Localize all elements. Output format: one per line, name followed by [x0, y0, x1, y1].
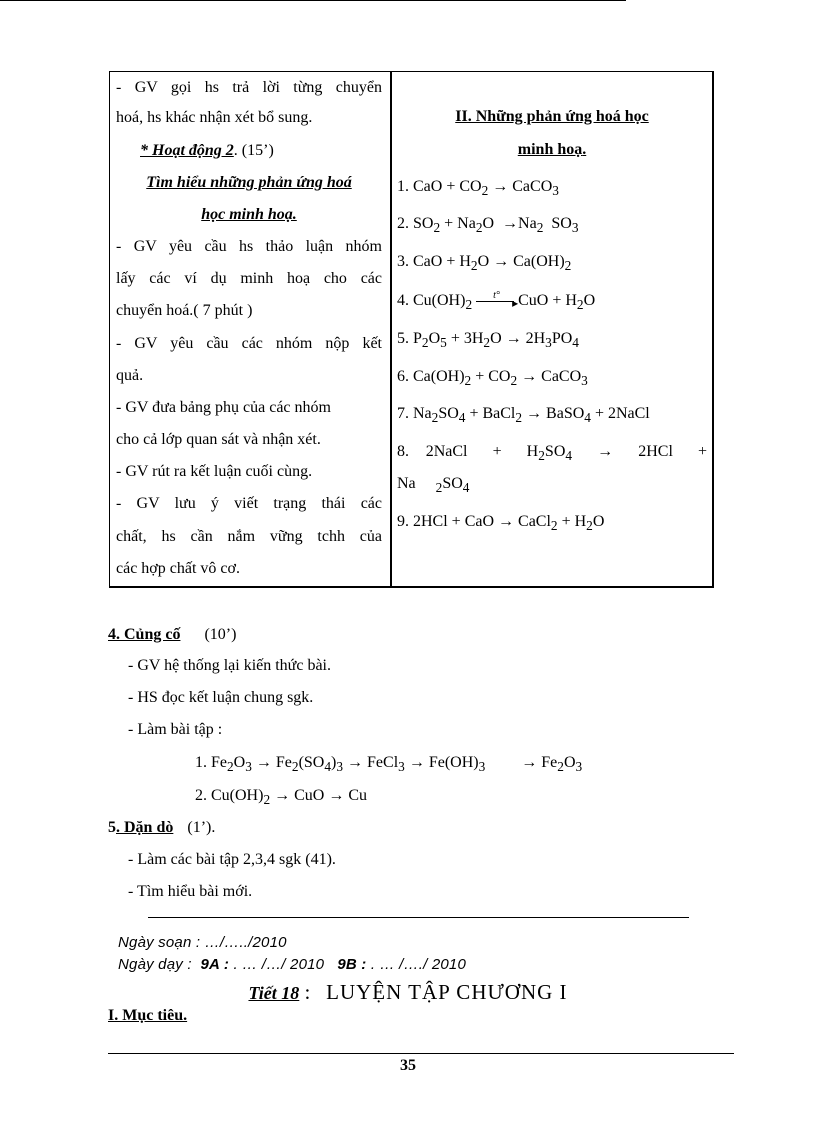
period-title: LUYỆN TẬP CHƯƠNG I — [326, 980, 568, 1004]
homework-number: 5 — [108, 819, 116, 836]
consolidation-item: - GV hệ thống lại kiến thức bài. — [128, 657, 331, 674]
left-line: - GV đưa bảng phụ của các nhóm — [116, 399, 331, 416]
lesson-title — [0, 980, 816, 1005]
section-heading: học minh hoạ. — [201, 206, 297, 223]
activity-time: . (15’) — [233, 142, 274, 159]
class-b-date: . … /…./ 2010 — [370, 956, 466, 973]
exercise-1: 1. $Fe_2O_3 \to Fe_2(SO_4)_3$ → FeCl$_3$ → $Fe(OH)_3$ → $Fe_2O_3$ — [195, 754, 583, 775]
left-line: cho cả lớp quan sát và nhận xét. — [116, 431, 321, 448]
reaction-7: 7. $Na_2SO_4$ + BaCl$_2$ → BaSO$_4$ + 2NaCl — [397, 405, 650, 426]
section-heading: Tìm hiểu những phản ứng hoá — [146, 174, 352, 191]
consolidation-time: (10’) — [204, 626, 237, 643]
reactions-heading-2 — [393, 141, 711, 159]
reaction-5: 5. $P_2O_5 + 3H_2O \to 2H_3PO_4$ — [397, 330, 579, 351]
objectives-heading: I. Mục tiêu. — [108, 1007, 188, 1024]
left-line: - GV yêu cầu hs thảo luận nhóm — [116, 238, 382, 255]
reaction-1: 1. CaO + $CO_2$ → CaCO$_3$ — [397, 178, 559, 199]
reaction-4: 4. $Cu(OH)_2$ ▸ t° CuO + $H_2O$ — [397, 290, 596, 313]
teaching-date-label: Ngày dạy : — [118, 956, 192, 973]
reaction-3: 3. CaO + $H_2O \to Ca(OH)_2$ — [397, 253, 572, 274]
left-line: - GV gọi hs trả lời từng chuyển — [116, 79, 382, 96]
left-line: hoá, hs khác nhận xét bổ sung. — [116, 109, 313, 126]
reaction-6: 6. $Ca(OH)_2 + CO_2$ → CaCO$_3$ — [397, 368, 588, 389]
reactions-heading-2-text: minh hoạ — [517, 141, 583, 158]
left-line: quả. — [116, 367, 144, 384]
reactions-heading: II. Những phản ứng hoá học — [455, 108, 649, 125]
reaction-2: 2. $SO_2 + Na_2O \to Na_2$ $SO_3$ — [397, 215, 579, 236]
left-line: - GV lưu ý viết trạng thái các — [116, 495, 382, 512]
teaching-date — [118, 956, 466, 973]
homework-label: . Dặn dò — [116, 819, 174, 836]
activity-label: * Hoạt động 2 — [140, 142, 234, 159]
footer-rule — [108, 1053, 734, 1054]
separator-line — [148, 917, 689, 918]
consolidation-item: - Làm bài tập : — [128, 721, 223, 738]
reaction-9: 9. 2HCl + CaO → CaCl$_2$ + $H_2O$ — [397, 513, 605, 534]
homework-item: - Tìm hiểu bài mới. — [128, 883, 253, 900]
homework-item: - Làm các bài tập 2,3,4 sgk (41). — [128, 851, 336, 868]
class-a: 9A : — [200, 956, 230, 973]
exercise-2: 2. $Cu(OH)_2$ → CuO → Cu — [195, 787, 368, 808]
consolidation-heading — [108, 625, 236, 645]
left-line: - GV rút ra kết luận cuối cùng. — [116, 463, 313, 480]
activity-heading — [140, 141, 406, 161]
period-sep: : — [299, 980, 311, 1004]
consolidation-item: - HS đọc kết luận chung sgk. — [128, 689, 314, 706]
reactions-heading-2-dot: . — [582, 141, 587, 158]
left-line: các hợp chất vô cơ. — [116, 560, 240, 577]
left-line: chuyển hoá.( 7 phút ) — [116, 302, 253, 319]
reaction-8-cont: Na $_2SO_4$ — [397, 475, 470, 496]
page-number: 35 — [400, 1057, 416, 1074]
class-b: 9B : — [337, 956, 367, 973]
period-label: Tiết 18 — [248, 983, 300, 1003]
homework-heading — [108, 818, 215, 838]
reaction-8: 8. 2NaCl + $H_2SO_4 \to 2HCl$ + — [397, 443, 707, 464]
left-line: - GV yêu cầu các nhóm nộp kết — [116, 335, 382, 352]
prep-date: Ngày soạn : …/…../2010 — [118, 934, 287, 951]
top-rule — [0, 0, 626, 1]
left-line: lấy các ví dụ minh hoạ cho các — [116, 270, 382, 287]
left-line: chất, hs cần nắm vững tchh của — [116, 528, 382, 545]
homework-time: (1’). — [187, 819, 216, 836]
consolidation-label: 4. Củng cố — [108, 626, 181, 643]
class-a-date: . … /…/ 2010 — [233, 956, 325, 973]
